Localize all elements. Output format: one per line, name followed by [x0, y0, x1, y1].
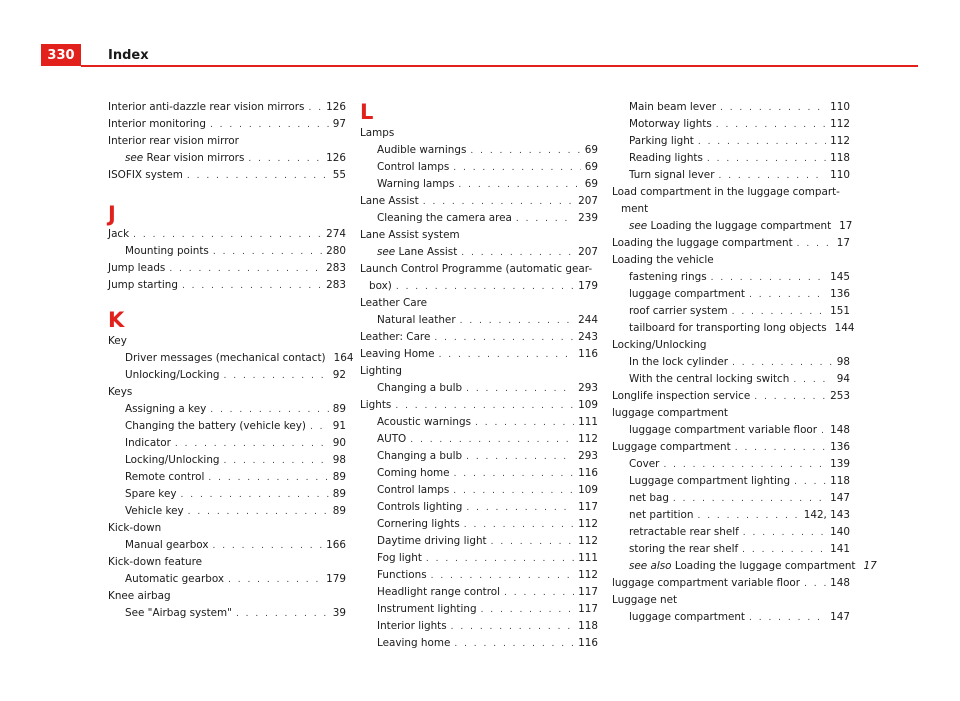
index-entry: Interior monitoring . . . 97 [108, 116, 346, 133]
index-entry: Remote control . . . 89 [108, 469, 346, 486]
index-heading: Knee airbag [108, 590, 171, 602]
index-entry: tailboard for transporting long objects 144 [629, 322, 855, 334]
index-entry: Leaving Home . . . 116 [360, 346, 598, 363]
index-heading: Kick-down feature [108, 556, 203, 568]
index-entry: In the lock cylinder . . . 98 [612, 354, 850, 371]
index-heading: Lighting [360, 365, 402, 377]
index-heading: Lane Assist system [360, 229, 460, 241]
index-heading: Leather Care [360, 297, 428, 309]
index-heading: Keys [108, 386, 133, 398]
index-entry: Unlocking/Locking . . . 92 [108, 367, 346, 384]
index-entry: Changing a bulb . . . 293 [360, 380, 598, 397]
index-entry: box) . . . 179 [360, 278, 598, 295]
index-entry: Coming home . . . 116 [360, 465, 598, 482]
index-entry: net partition . . . 142, 143 [612, 507, 850, 524]
index-entry: Reading lights . . . 118 [612, 150, 850, 167]
index-entry: ISOFIX system . . . 55 [108, 167, 346, 184]
index-entry: Functions . . . 112 [360, 567, 598, 584]
index-entry: see also Loading the luggage compartment 17 [629, 560, 877, 572]
index-entry: Turn signal lever . . . 110 [612, 167, 850, 184]
index-entry: Fog light . . . 111 [360, 550, 598, 567]
index-entry: luggage compartment . . . 136 [612, 286, 850, 303]
index-entry: roof carrier system . . . 151 [612, 303, 850, 320]
index-entry: Lights . . . 109 [360, 397, 598, 414]
index-heading: Loading the vehicle [612, 254, 714, 266]
index-entry: Spare key . . . 89 [108, 486, 346, 503]
index-heading: Lamps [360, 127, 395, 139]
index-entry: Indicator . . . 90 [108, 435, 346, 452]
index-heading: Interior rear vision mirror [108, 135, 239, 147]
index-entry: Cleaning the camera area . . . 239 [360, 210, 598, 227]
index-entry: Daytime driving light . . . 112 [360, 533, 598, 550]
index-entry: luggage compartment variable floor . . . 148 [612, 422, 850, 439]
index-entry: Warning lamps . . . 69 [360, 176, 598, 193]
index-entry: Automatic gearbox . . . 179 [108, 571, 346, 588]
page-number: 330 [41, 44, 81, 66]
index-entry: Parking light . . . 112 [612, 133, 850, 150]
index-entry: retractable rear shelf . . . 140 [612, 524, 850, 541]
index-entry: Jump leads . . . 283 [108, 260, 346, 277]
index-heading: ment [621, 203, 649, 215]
index-entry: see Loading the luggage compartment 17 [629, 220, 853, 232]
index-entry: Interior lights . . . 118 [360, 618, 598, 635]
index-entry: Audible warnings . . . 69 [360, 142, 598, 159]
index-heading: Key [108, 335, 127, 347]
index-entry: Jack . . . 274 [108, 226, 346, 243]
index-entry: Changing a bulb . . . 293 [360, 448, 598, 465]
index-entry: Vehicle key . . . 89 [108, 503, 346, 520]
section-letter-j: J [108, 202, 116, 226]
index-heading: Load compartment in the luggage compart- [612, 186, 840, 198]
index-entry: Motorway lights . . . 112 [612, 116, 850, 133]
index-entry: AUTO . . . 112 [360, 431, 598, 448]
index-entry: Mounting points . . . 280 [108, 243, 346, 260]
index-entry: Manual gearbox . . . 166 [108, 537, 346, 554]
index-entry: Driver messages (mechanical contact) 164 [125, 352, 354, 364]
index-entry: see Lane Assist . . . 207 [360, 244, 598, 261]
index-entry: Cornering lights . . . 112 [360, 516, 598, 533]
index-entry: Instrument lighting . . . 117 [360, 601, 598, 618]
index-entry: Cover . . . 139 [612, 456, 850, 473]
index-entry: Longlife inspection service . . . 253 [612, 388, 850, 405]
section-letter-l: L [360, 100, 374, 124]
index-entry: Leaving home . . . 116 [360, 635, 598, 652]
index-entry: luggage compartment . . . 147 [612, 609, 850, 626]
section-letter-k: K [108, 308, 125, 332]
page-title: Index [108, 48, 149, 63]
index-heading: Locking/Unlocking [612, 339, 707, 351]
index-entry: Main beam lever . . . 110 [612, 99, 850, 116]
index-entry: see Rear vision mirrors . . . 126 [108, 150, 346, 167]
index-entry: With the central locking switch . . . 94 [612, 371, 850, 388]
index-entry: Control lamps . . . 69 [360, 159, 598, 176]
index-entry: Natural leather . . . 244 [360, 312, 598, 329]
index-entry: Leather: Care . . . 243 [360, 329, 598, 346]
index-entry: Loading the luggage compartment . . . 17 [612, 235, 850, 252]
index-entry: Acoustic warnings . . . 111 [360, 414, 598, 431]
index-entry: Locking/Unlocking . . . 98 [108, 452, 346, 469]
index-heading: Luggage net [612, 594, 678, 606]
index-entry: storing the rear shelf . . . 141 [612, 541, 850, 558]
index-heading: luggage compartment [612, 407, 728, 419]
index-entry: Luggage compartment . . . 136 [612, 439, 850, 456]
index-entry: fastening rings . . . 145 [612, 269, 850, 286]
index-entry: Controls lighting . . . 117 [360, 499, 598, 516]
index-entry: Luggage compartment lighting . . . 118 [612, 473, 850, 490]
index-entry: Lane Assist . . . 207 [360, 193, 598, 210]
index-entry: luggage compartment variable floor . . . 148 [612, 575, 850, 592]
index-entry: See "Airbag system" . . . 39 [108, 605, 346, 622]
index-entry: Headlight range control . . . 117 [360, 584, 598, 601]
index-heading: Kick-down [108, 522, 162, 534]
index-entry: Control lamps . . . 109 [360, 482, 598, 499]
index-entry: Assigning a key . . . 89 [108, 401, 346, 418]
index-entry: Changing the battery (vehicle key) . . . 91 [108, 418, 346, 435]
header-rule [81, 65, 918, 67]
index-entry: Jump starting . . . 283 [108, 277, 346, 294]
index-heading: Launch Control Programme (automatic gear- [360, 263, 593, 275]
index-entry: net bag . . . 147 [612, 490, 850, 507]
index-entry: Interior anti-dazzle rear vision mirrors . . . 126 [108, 99, 346, 116]
